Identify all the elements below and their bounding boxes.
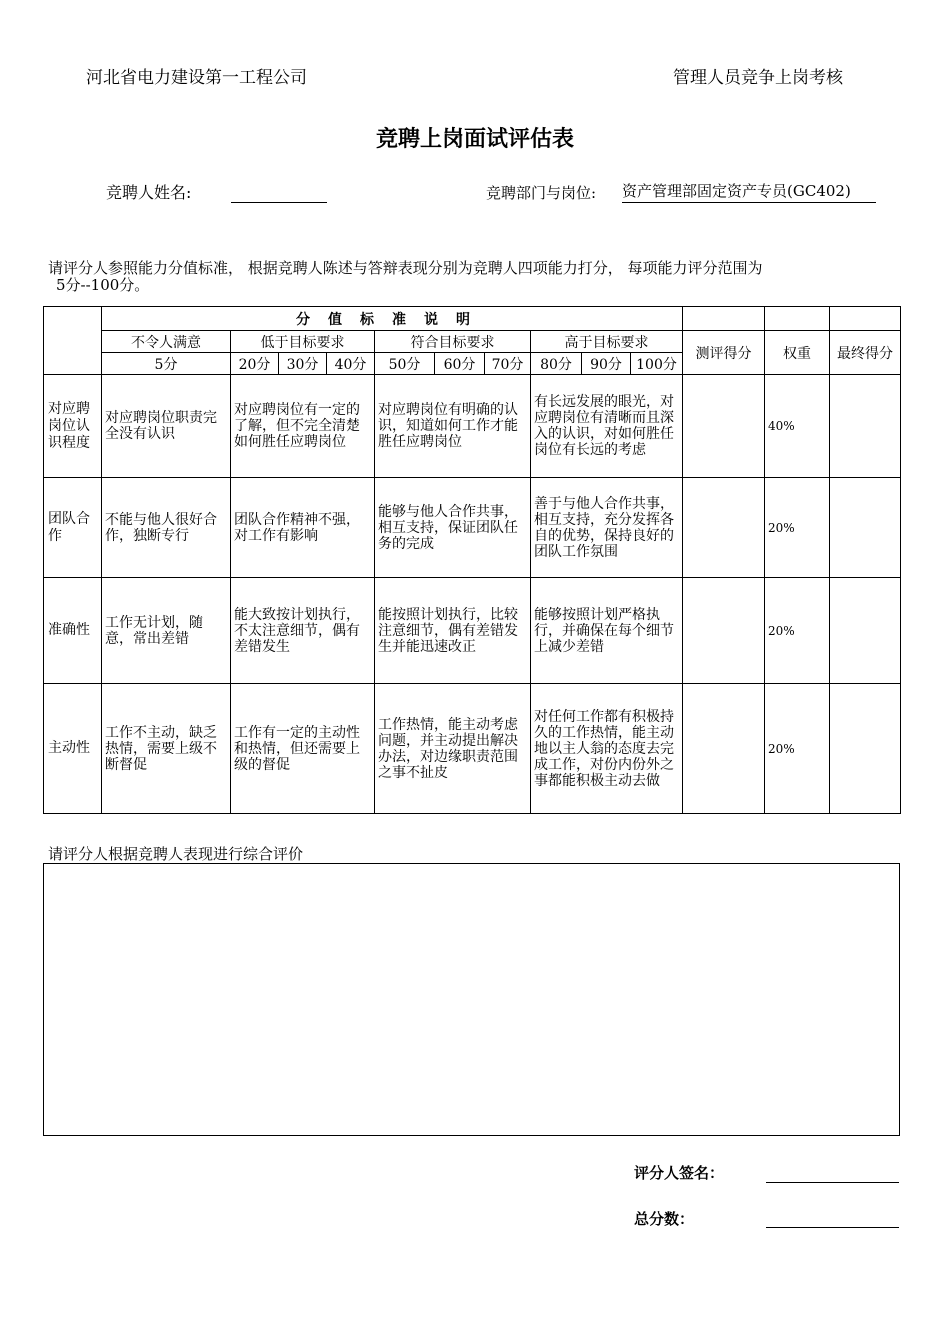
level-2-description: 工作有一定的主动性和热情，但还需要上级的督促 [231,684,375,814]
candidate-name-field[interactable] [231,184,327,203]
level-1-description: 不能与他人很好合作，独断专行 [102,478,231,578]
evaluation-table [43,306,901,814]
table-row [44,478,901,578]
level-1-description: 工作不主动，缺乏热情，需要上级不断督促 [102,684,231,814]
score-label: 100分 [631,353,683,375]
level-4-description: 有长远发展的眼光，对应聘岗位有清晰而且深入的认识，对如何胜任岗位有长远的考虑 [531,375,683,478]
position-label: 竞聘部门与岗位: [486,184,597,202]
score-column-header: 测评得分 [683,331,765,375]
criteria-header: 分值标准说明 [102,307,683,331]
category-cell: 团队合作 [44,478,102,578]
evaluation-label: 请评分人根据竞聘人表现进行综合评价 [48,845,304,863]
level-2-description: 能大致按计划执行，不太注意细节，偶有差错发生 [231,578,375,684]
level-4-description: 善于与他人合作共事，相互支持，充分发挥各自的优势，保持良好的团队工作氛围 [531,478,683,578]
final-score-column-header: 最终得分 [830,331,901,375]
blank-header-cell [765,307,830,331]
score-label: 40分 [327,353,375,375]
score-input-cell[interactable] [683,578,765,684]
blank-header-cell [683,307,765,331]
table-row [44,684,901,814]
score-label: 90分 [582,353,631,375]
position-field[interactable]: 资产管理部固定资产专员(GC402) [622,181,876,203]
weight-column-header: 权重 [765,331,830,375]
final-score-cell[interactable] [830,478,901,578]
category-cell: 准确性 [44,578,102,684]
page-title: 竞聘上岗面试评估表 [375,126,574,152]
evaluation-textarea[interactable] [43,863,900,1136]
level-1-description: 工作无计划，随意，常出差错 [102,578,231,684]
assessment-category: 管理人员竞争上岗考核 [673,68,843,88]
level-header-above: 高于目标要求 [531,331,683,353]
level-header-below: 低于目标要求 [231,331,375,353]
score-label: 70分 [485,353,531,375]
score-label: 5分 [102,353,231,375]
total-score-field[interactable] [766,1207,899,1228]
instruction-line-1: 请评分人参照能力分值标准， 根据竞聘人陈述与答辩表现分别为竞聘人四项能力打分， 每项能力评分范围为 [48,259,763,277]
level-header-unsatisfactory: 不令人满意 [102,331,231,353]
weight-cell: 20% [765,578,830,684]
level-3-description: 能按照计划执行，比较注意细节，偶有差错发生并能迅速改正 [375,578,531,684]
final-score-cell[interactable] [830,375,901,478]
weight-cell: 20% [765,478,830,578]
score-label: 60分 [435,353,485,375]
level-header-meets: 符合目标要求 [375,331,531,353]
weight-cell: 40% [765,375,830,478]
score-label: 30分 [279,353,327,375]
final-score-cell[interactable] [830,684,901,814]
score-label: 50分 [375,353,435,375]
table-row [44,375,901,478]
table-row [44,578,901,684]
level-2-description: 对应聘岗位有一定的了解，但不完全清楚如何胜任应聘岗位 [231,375,375,478]
level-1-description: 对应聘岗位职责完全没有认识 [102,375,231,478]
level-3-description: 工作热情，能主动考虑问题，并主动提出解决办法，对边缘职责范围之事不扯皮 [375,684,531,814]
level-4-description: 对任何工作都有积极持久的工作热情，能主动地以主人翁的态度去完成工作，对份内份外之事都能积极主动去做 [531,684,683,814]
corner-cell [44,307,102,375]
weight-cell: 20% [765,684,830,814]
score-label: 20分 [231,353,279,375]
company-name: 河北省电力建设第一工程公司 [86,68,307,88]
score-input-cell[interactable] [683,684,765,814]
signature-label: 评分人签名： [634,1164,725,1182]
score-input-cell[interactable] [683,375,765,478]
category-cell: 对应聘岗位认识程度 [44,375,102,478]
total-score-label: 总分数： [634,1210,695,1228]
final-score-cell[interactable] [830,578,901,684]
level-3-description: 能够与他人合作共事，相互支持，保证团队任务的完成 [375,478,531,578]
signature-field[interactable] [766,1162,899,1183]
category-cell: 主动性 [44,684,102,814]
candidate-name-label: 竞聘人姓名: [106,183,192,202]
blank-header-cell [830,307,901,331]
level-4-description: 能够按照计划严格执行，并确保在每个细节上减少差错 [531,578,683,684]
instruction-line-2: 5分--100分。 [56,276,150,294]
score-label: 80分 [531,353,582,375]
level-3-description: 对应聘岗位有明确的认识，知道如何工作才能胜任应聘岗位 [375,375,531,478]
score-input-cell[interactable] [683,478,765,578]
level-2-description: 团队合作精神不强，对工作有影响 [231,478,375,578]
